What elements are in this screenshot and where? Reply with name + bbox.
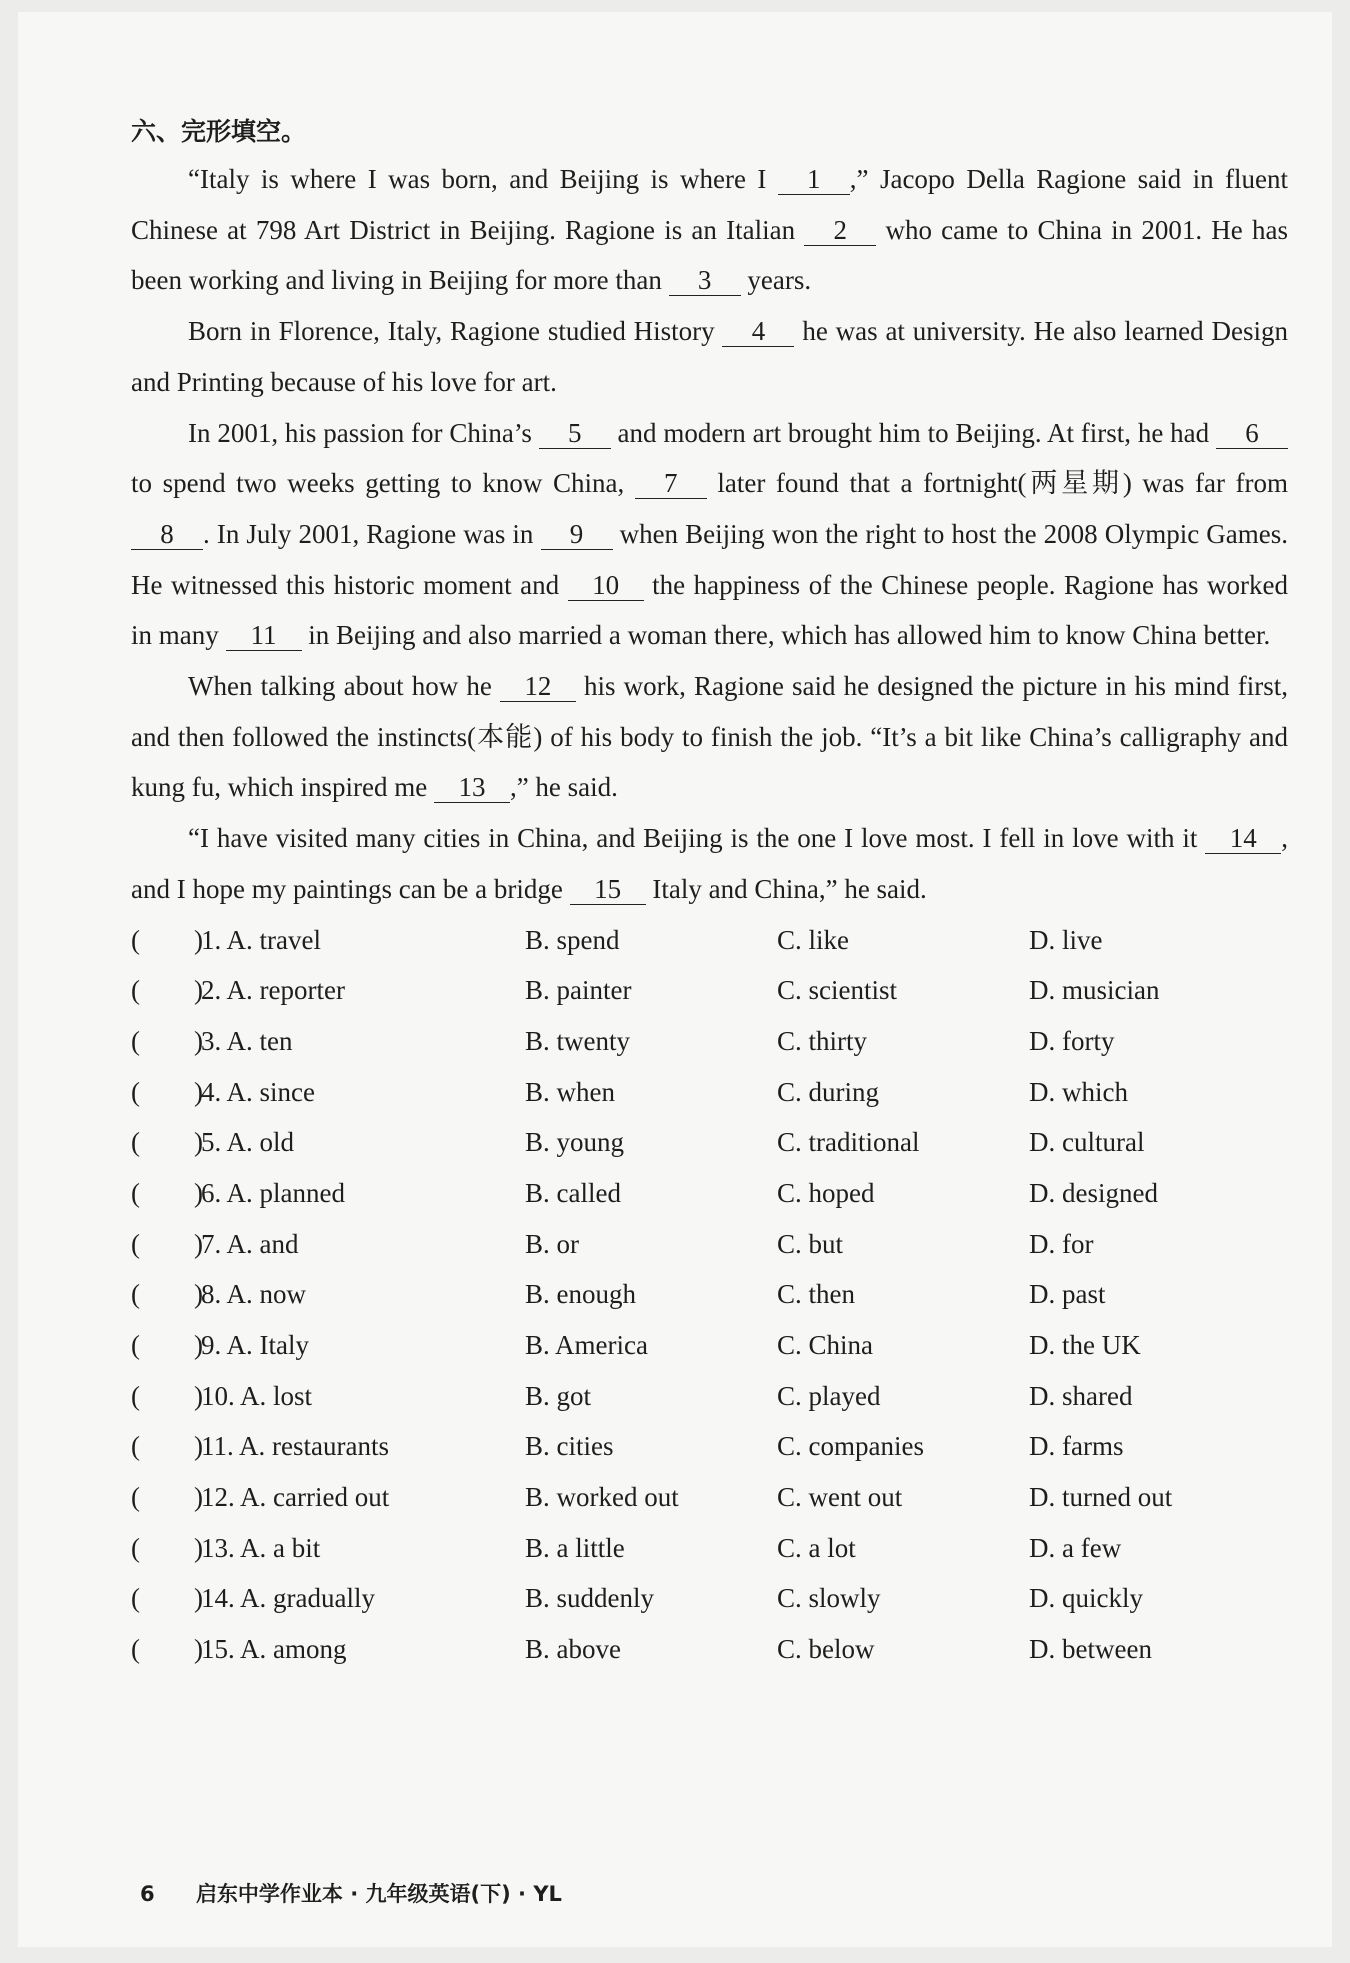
option-b: B. painter xyxy=(525,975,632,1006)
option-b: B. spend xyxy=(525,924,620,955)
option-c: C. slowly xyxy=(777,1583,881,1614)
answer-paren-open[interactable]: ( xyxy=(131,1279,140,1310)
option-b: B. America xyxy=(525,1330,648,1361)
answer-paren-close: ) xyxy=(194,1330,203,1361)
question-row xyxy=(131,915,1288,966)
answer-paren-close: ) xyxy=(194,1177,203,1208)
option-d: D. cultural xyxy=(1029,1127,1145,1158)
answer-paren-open[interactable]: ( xyxy=(131,1025,140,1056)
answer-paren-open[interactable]: ( xyxy=(131,1228,140,1259)
option-b: B. young xyxy=(525,1127,625,1158)
option-d: D. designed xyxy=(1029,1177,1158,1208)
answer-paren-open[interactable]: ( xyxy=(131,1482,140,1513)
option-b: B. above xyxy=(525,1634,621,1665)
question-row xyxy=(131,1371,1288,1422)
option-b: B. a little xyxy=(525,1532,625,1563)
option-a: 7. A. and xyxy=(201,1228,299,1259)
option-a: 1. A. travel xyxy=(201,924,321,955)
passage-paragraph-5: “I have visited many cities in China, and Beijing is the one I love most. I fell in love with it 14 , and I hope my paintings can be a bridge 15 Italy and China,” he said. xyxy=(131,823,1288,904)
option-c: C. China xyxy=(777,1330,874,1361)
question-row xyxy=(131,1573,1288,1624)
option-d: D. which xyxy=(1029,1076,1128,1107)
option-d: D. past xyxy=(1029,1279,1106,1310)
question-row xyxy=(131,1523,1288,1574)
passage-paragraph-3: In 2001, his passion for China’s 5 and modern art brought him to Beijing. At first, he had 6 to spend two weeks getting to know China, 7 later found that a fortnight(两星期) was far from 8 . In July 2001, Ragione was in 9 when Beijing won the right to host the 2008 Olympic Games. He witnessed this historic moment and 10 the happiness of the Chinese people. Ragione has worked in many 11 in Beijing and also married a woman there, which has allowed him to know China better. xyxy=(131,417,1288,651)
question-row xyxy=(131,1016,1288,1067)
cloze-section xyxy=(131,110,1288,1675)
question-row xyxy=(131,1624,1288,1675)
question-row xyxy=(131,1067,1288,1118)
answer-blank[interactable]: 12 xyxy=(500,671,576,702)
answer-paren-close: ) xyxy=(194,924,203,955)
answer-paren-close: ) xyxy=(194,1482,203,1513)
answer-blank[interactable]: 2 xyxy=(804,215,876,246)
option-c: C. then xyxy=(777,1279,855,1310)
option-d: D. for xyxy=(1029,1228,1094,1259)
option-a: 3. A. ten xyxy=(201,1025,293,1056)
option-b: B. worked out xyxy=(525,1482,679,1513)
option-a: 13. A. a bit xyxy=(201,1532,321,1563)
option-b: B. twenty xyxy=(525,1025,630,1056)
option-a: 12. A. carried out xyxy=(201,1482,390,1513)
worksheet-page xyxy=(18,12,1332,1947)
passage-paragraph-2: Born in Florence, Italy, Ragione studied History 4 he was at university. He also learned Design and Printing because of his love for art. xyxy=(131,316,1288,397)
option-b: B. enough xyxy=(525,1279,636,1310)
option-a: 2. A. reporter xyxy=(201,975,345,1006)
option-d: D. shared xyxy=(1029,1380,1133,1411)
answer-paren-close: ) xyxy=(194,1431,203,1462)
answer-paren-close: ) xyxy=(194,1127,203,1158)
option-b: B. cities xyxy=(525,1431,614,1462)
answer-blank[interactable]: 15 xyxy=(570,874,646,905)
option-b: B. called xyxy=(525,1177,621,1208)
answer-blank[interactable]: 1 xyxy=(778,164,850,195)
answer-paren-open[interactable]: ( xyxy=(131,1583,140,1614)
option-b: B. got xyxy=(525,1380,592,1411)
answer-paren-open[interactable]: ( xyxy=(131,1634,140,1665)
answer-paren-close: ) xyxy=(194,1380,203,1411)
question-row xyxy=(131,1219,1288,1270)
option-a: 6. A. planned xyxy=(201,1177,345,1208)
passage-paragraph-1: “Italy is where I was born, and Beijing is where I 1 ,” Jacopo Della Ragione said in fluent Chinese at 798 Art District in Beijing. Ragione is an Italian 2 who came to China in 2001. He has been working and living in Beijing for more than 3 years. xyxy=(131,164,1288,296)
answer-blank[interactable]: 9 xyxy=(541,519,613,550)
question-row xyxy=(131,1472,1288,1523)
question-row xyxy=(131,1168,1288,1219)
option-d: D. quickly xyxy=(1029,1583,1143,1614)
option-a: 4. A. since xyxy=(201,1076,315,1107)
question-row xyxy=(131,1421,1288,1472)
option-d: D. farms xyxy=(1029,1431,1124,1462)
answer-paren-close: ) xyxy=(194,1634,203,1665)
option-d: D. forty xyxy=(1029,1025,1115,1056)
option-c: C. went out xyxy=(777,1482,903,1513)
answer-paren-close: ) xyxy=(194,1279,203,1310)
page-footer xyxy=(140,1878,562,1908)
option-c: C. below xyxy=(777,1634,875,1665)
option-c: C. a lot xyxy=(777,1532,856,1563)
option-a: 10. A. lost xyxy=(201,1380,313,1411)
option-d: D. a few xyxy=(1029,1532,1122,1563)
answer-paren-close: ) xyxy=(194,1025,203,1056)
answer-blank[interactable]: 3 xyxy=(669,265,741,296)
book-title: 启东中学作业本 · 九年级英语(下) · YL xyxy=(195,1882,562,1906)
question-row xyxy=(131,1117,1288,1168)
answer-paren-open[interactable]: ( xyxy=(131,1431,140,1462)
answer-paren-close: ) xyxy=(194,1583,203,1614)
answer-paren-close: ) xyxy=(194,975,203,1006)
answer-blank[interactable]: 13 xyxy=(434,772,510,803)
option-a: 14. A. gradually xyxy=(201,1583,375,1614)
option-c: C. scientist xyxy=(777,975,897,1006)
answer-paren-open[interactable]: ( xyxy=(131,1177,140,1208)
option-b: B. when xyxy=(525,1076,615,1107)
answer-paren-open[interactable]: ( xyxy=(131,1532,140,1563)
option-d: D. live xyxy=(1029,924,1103,955)
option-c: C. thirty xyxy=(777,1025,868,1056)
answer-paren-open[interactable]: ( xyxy=(131,1127,140,1158)
answer-blank[interactable]: 7 xyxy=(635,468,707,499)
option-a: 9. A. Italy xyxy=(201,1330,309,1361)
option-c: C. like xyxy=(777,924,849,955)
option-d: D. turned out xyxy=(1029,1482,1173,1513)
answer-blank[interactable]: 8 xyxy=(131,519,203,550)
option-a: 11. A. restaurants xyxy=(201,1431,389,1462)
option-a: 5. A. old xyxy=(201,1127,295,1158)
option-d: D. the UK xyxy=(1029,1330,1141,1361)
option-d: D. between xyxy=(1029,1634,1152,1665)
option-d: D. musician xyxy=(1029,975,1160,1006)
question-row xyxy=(131,1269,1288,1320)
option-c: C. traditional xyxy=(777,1127,920,1158)
answer-paren-open[interactable]: ( xyxy=(131,975,140,1006)
option-a: 15. A. among xyxy=(201,1634,347,1665)
option-b: B. suddenly xyxy=(525,1583,655,1614)
answer-paren-close: ) xyxy=(194,1076,203,1107)
passage-paragraph-4: When talking about how he 12 his work, Ragione said he designed the picture in his mind first, and then followed the instincts(本能) of his body to finish the job. “It’s a bit like China’s calligraphy and kung fu, which inspired me 13 ,” he said. xyxy=(131,671,1288,803)
answer-paren-open[interactable]: ( xyxy=(131,1380,140,1411)
answer-blank[interactable]: 6 xyxy=(1216,418,1288,449)
answer-blank[interactable]: 11 xyxy=(226,620,302,651)
question-list xyxy=(131,915,1288,1675)
option-c: C. played xyxy=(777,1380,881,1411)
option-c: C. companies xyxy=(777,1431,924,1462)
answer-paren-open[interactable]: ( xyxy=(131,1330,140,1361)
answer-paren-close: ) xyxy=(194,1532,203,1563)
answer-blank[interactable]: 4 xyxy=(722,316,794,347)
answer-blank[interactable]: 10 xyxy=(568,570,644,601)
option-c: C. hoped xyxy=(777,1177,875,1208)
answer-paren-open[interactable]: ( xyxy=(131,1076,140,1107)
page-number: 6 xyxy=(140,1882,155,1906)
answer-blank[interactable]: 14 xyxy=(1205,823,1281,854)
answer-paren-close: ) xyxy=(194,1228,203,1259)
question-row xyxy=(131,965,1288,1016)
option-c: C. but xyxy=(777,1228,844,1259)
option-a: 8. A. now xyxy=(201,1279,307,1310)
question-row xyxy=(131,1320,1288,1371)
option-c: C. during xyxy=(777,1076,880,1107)
answer-paren-open[interactable]: ( xyxy=(131,924,140,955)
section-title: 六、完形填空。 xyxy=(131,117,307,146)
answer-blank[interactable]: 5 xyxy=(539,418,611,449)
option-b: B. or xyxy=(525,1228,579,1259)
